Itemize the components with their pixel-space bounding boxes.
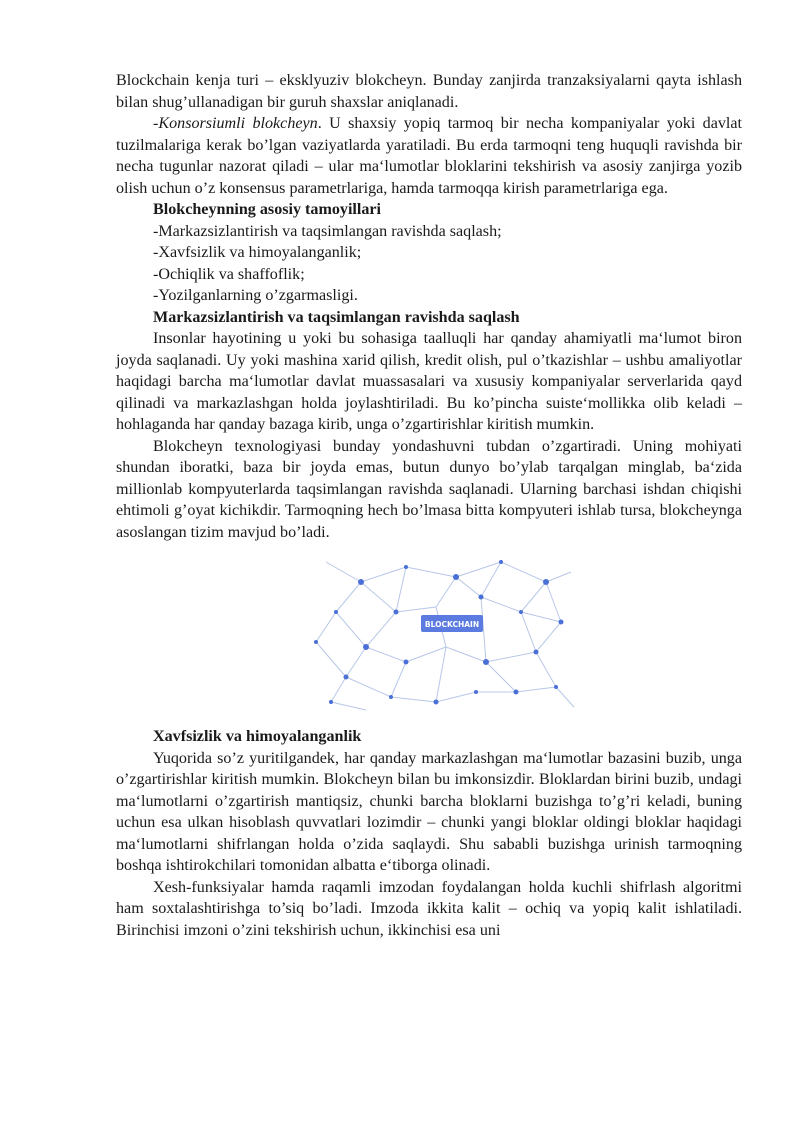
decentralization-paragraph-2: Blokcheyn texnologiyasi bunday yondashuvni tubdan o’zgartiradi. Uning mohiyati shundan iboratki, baza bir joyda emas, butun dunyo bo’ylab tarqalgan minglab, ba‘zida millionlab kompyuterlarda taqsimlangan ravishda saqlanadi. Ularning barchasi ishdan chiqishi ehtimoli g’oyat kichikdir. Tarmoqning hech bo’lmasa bitta kompyuteri ishlab tursa, blokcheynga asoslangan tizim mavjud bo’ladi. xyxy=(116,437,742,541)
principles-heading: Blokcheynning asosiy tamoyillari xyxy=(153,201,382,218)
decentralization-heading: Markazsizlantirish va taqsimlangan ravishda saqlash xyxy=(153,308,520,326)
blockchain-label: BLOCKCHAIN xyxy=(424,620,480,629)
principle-item-1: -Markazsizlantirish va taqsimlangan ravishda saqlash; xyxy=(153,222,502,240)
network-links xyxy=(316,562,574,710)
blockchain-network-figure xyxy=(116,552,742,720)
security-heading: Xavfsizlik va himoyalanganlik xyxy=(153,728,362,745)
network-illustration xyxy=(306,552,576,712)
principle-item-4: -Yozilganlarning o’zgarmasligi. xyxy=(153,287,358,304)
principle-item-2: -Xavfsizlik va himoyalanganlik; xyxy=(153,244,362,261)
consortium-term: Konsorsiumli blokcheyn xyxy=(158,115,318,132)
intro-paragraph: Blockchain kenja turi – eksklyuziv blokcheyn. Bunday zanjirda tranzaksiyalarni qayta ishlash bilan shug’ullanadigan bir guruh shaxslar aniqlanadi. xyxy=(116,72,742,111)
decentralization-paragraph-1: Insonlar hayotining u yoki bu sohasiga taalluqli har qanday ahamiyatli ma‘lumot biron joyda saqlanadi. Uy yoki mashina xarid qilish, kredit olish, pul o’tkazishlar – ushbu amaliyotlar haqidagi barcha ma‘lumotlar davlat muassasalari va xususiy kompaniyalar serverlarida qayd qilinadi va markazlashgan holda joylashtiriladi. Bu ko’pincha suiste‘mollikka olib keladi – hohlaganda har qanday bazaga kirib, unga o’zgartirishlar kiritish mumkin. xyxy=(116,330,742,433)
security-paragraph-1: Yuqorida so’z yuritilgandek, har qanday markazlashgan ma‘lumotlar bazasini buzib, unga o’zgartirishlar kiritish mumkin. Blokcheyn bilan bu imkonsizdir. Bloklardan birini buzib, undagi ma‘lumotlarni o’zgartirish mantiqsiz, chunki barcha bloklarni buzishga to’g’ri keladi, buning uchun esa ulkan hisoblash quvvatlari lozimdir – chunki yangi bloklar oldingi bloklar haqidagi ma‘lumotlarni shifrlangan holda o’zida saqlaydi. Shu sababli buzishga urinish tarmoqning boshqa ishtirokchilari tomonidan albatta e‘tiborga olinadi. xyxy=(116,749,742,874)
security-paragraph-2: Xesh-funksiyalar hamda raqamli imzodan foydalangan holda kuchli shifrlash algoritmi ham soxtalashtirishga to’siq bo’ladi. Imzoda ikkita kalit – ochiq va yopiq kalit ishlatiladi. Birinchisi imzoni o’zini tekshirish uchun, ikkinchisi esa uni xyxy=(116,878,742,939)
consortium-dash: - xyxy=(153,115,159,132)
principle-item-3: -Ochiqlik va shaffoflik; xyxy=(153,265,305,283)
document-page xyxy=(116,70,742,941)
consortium-text: . U shaxsiy yopiq tarmoq bir necha kompaniyalar yoki davlat tuzilmalariga kerak bo’lgan vaziyatlarda yaratiladi. Bu erda tarmoqni teng huquqli ravishda bir necha tugunlar nazorat qiladi – ular ma‘lumotlar bloklarini tekshirish va asosiy zanjirga yozib olish uchun o’z konsensus parametrlariga, hamda tarmoqqa kirish parametrlariga ega. xyxy=(116,115,743,197)
consortium-paragraph xyxy=(116,113,742,199)
network-nodes xyxy=(314,560,564,705)
